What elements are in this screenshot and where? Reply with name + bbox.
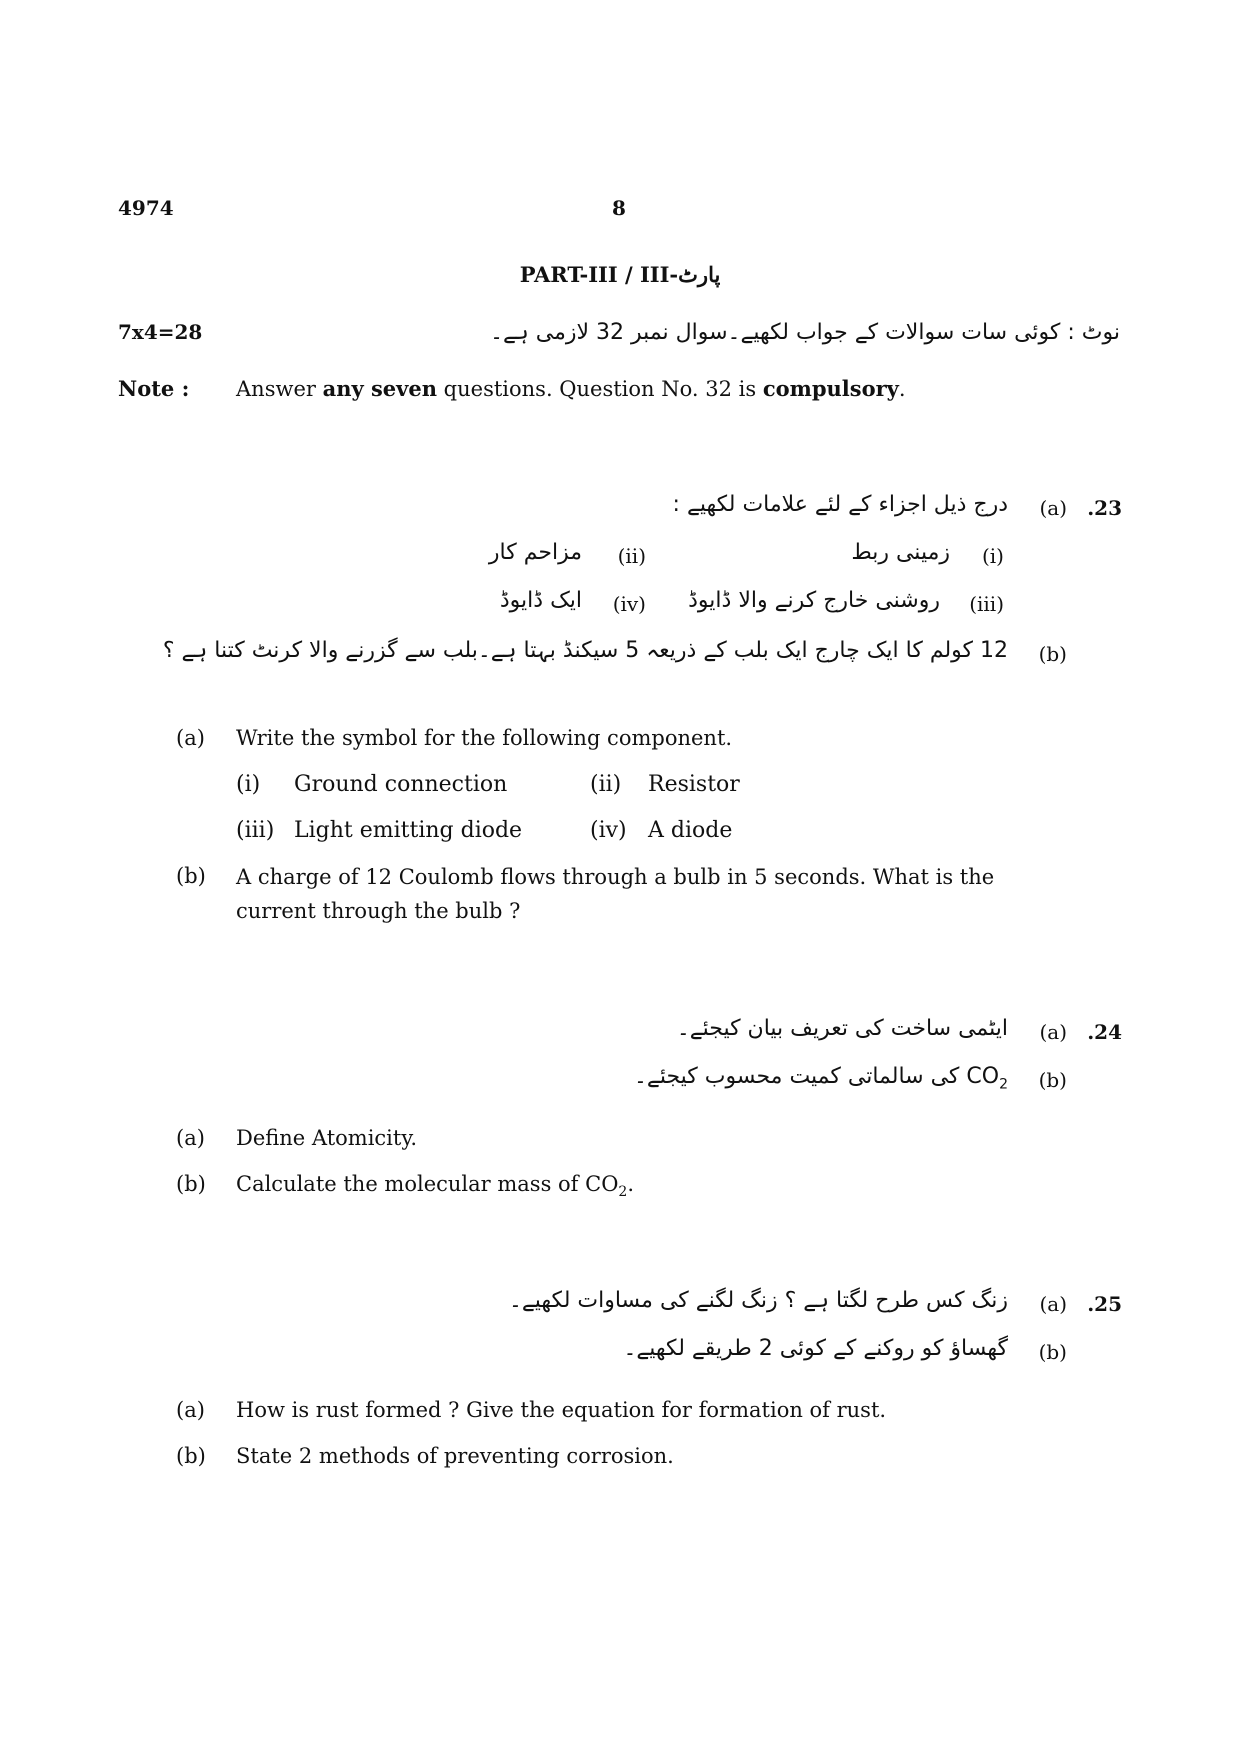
q23-iv-text: A diode: [648, 818, 733, 843]
q25-b-label: (b): [176, 1444, 206, 1468]
q23-urdu-i: زمینی ربط: [851, 540, 950, 565]
q25-urdu-a-label: (a): [1039, 1292, 1067, 1316]
q23-urdu-b-label: (b): [1038, 642, 1067, 666]
question-23-number: .23: [1087, 496, 1122, 520]
q23-iv-label: (iv): [590, 818, 627, 843]
q24-a-text: Define Atomicity.: [236, 1126, 418, 1150]
q25-urdu-a: زنگ کس طرح لگتا ہے ؟ زنگ لگنے کی مساوات لکھیے۔: [509, 1288, 1008, 1313]
question-24-number: .24: [1087, 1020, 1122, 1044]
question-25-number: .25: [1087, 1292, 1122, 1316]
q23-urdu-b: 12 کولم کا ایک چارج ایک بلب کے ذریعہ 5 سیکنڈ بہتا ہے۔بلب سے گزرنے والا کرنٹ کتنا ہے ؟: [162, 638, 1008, 663]
q24-urdu-b-label: (b): [1038, 1068, 1067, 1092]
marks-scheme: 7x4=28: [118, 320, 203, 344]
q23-urdu-i-label: (i): [981, 544, 1004, 568]
q23-urdu-iv-label: (iv): [612, 592, 646, 616]
q25-urdu-b: گھساؤ کو روکنے کے کوئی 2 طریقے لکھیے۔: [623, 1336, 1008, 1361]
q23-i-label: (i): [236, 772, 261, 797]
q23-iii-label: (iii): [236, 818, 275, 843]
q23-urdu-a: درج ذیل اجزاء کے لئے علامات لکھیے :: [672, 492, 1008, 517]
q23-a-text: Write the symbol for the following component.: [236, 726, 733, 750]
q23-b-label: (b): [176, 864, 206, 888]
q23-urdu-ii: مزاحم کار: [488, 540, 582, 565]
q23-urdu-iii: روشنی خارج کرنے والا ڈایوڈ: [688, 588, 940, 613]
q24-b-text: Calculate the molecular mass of $CO_2$.: [236, 1172, 635, 1201]
q23-ii-text: Resistor: [648, 772, 740, 797]
note-text: Answer any seven questions. Question No. 32 is compulsory.: [236, 376, 906, 401]
q23-urdu-iii-label: (iii): [969, 592, 1004, 616]
q23-urdu-iv: ایک ڈایوڈ: [499, 588, 582, 613]
paper-code: 4974: [118, 196, 174, 220]
note-label: Note :: [118, 376, 190, 401]
q25-a-text: How is rust formed ? Give the equation for formation of rust.: [236, 1398, 887, 1422]
q24-urdu-a: ایٹمی ساخت کی تعریف بیان کیجئے۔: [676, 1016, 1008, 1041]
q25-b-text: State 2 methods of preventing corrosion.: [236, 1444, 674, 1468]
q24-urdu-b: $CO_2$ کی سالماتی کمیت محسوب کیجئے۔: [634, 1064, 1008, 1093]
q23-i-text: Ground connection: [294, 772, 508, 797]
q23-urdu-a-label: (a): [1039, 496, 1067, 520]
q23-urdu-ii-label: (ii): [617, 544, 646, 568]
q24-a-label: (a): [176, 1126, 205, 1150]
q25-urdu-b-label: (b): [1038, 1340, 1067, 1364]
q23-ii-label: (ii): [590, 772, 622, 797]
q24-urdu-a-label: (a): [1039, 1020, 1067, 1044]
q23-iii-text: Light emitting diode: [294, 818, 523, 843]
q24-b-label: (b): [176, 1172, 206, 1196]
q23-b-text: A charge of 12 Coulomb flows through a bulb in 5 seconds. What is the current through the bulb ?: [236, 865, 995, 923]
part-title: PART-III / III-پارٹ: [519, 262, 721, 287]
q23-a-label: (a): [176, 726, 205, 750]
q25-a-label: (a): [176, 1398, 205, 1422]
urdu-note: نوٹ : کوئی سات سوالات کے جواب لکھیے۔سوال نمبر 32 لازمی ہے۔: [490, 320, 1120, 345]
page-number: 8: [612, 196, 626, 220]
